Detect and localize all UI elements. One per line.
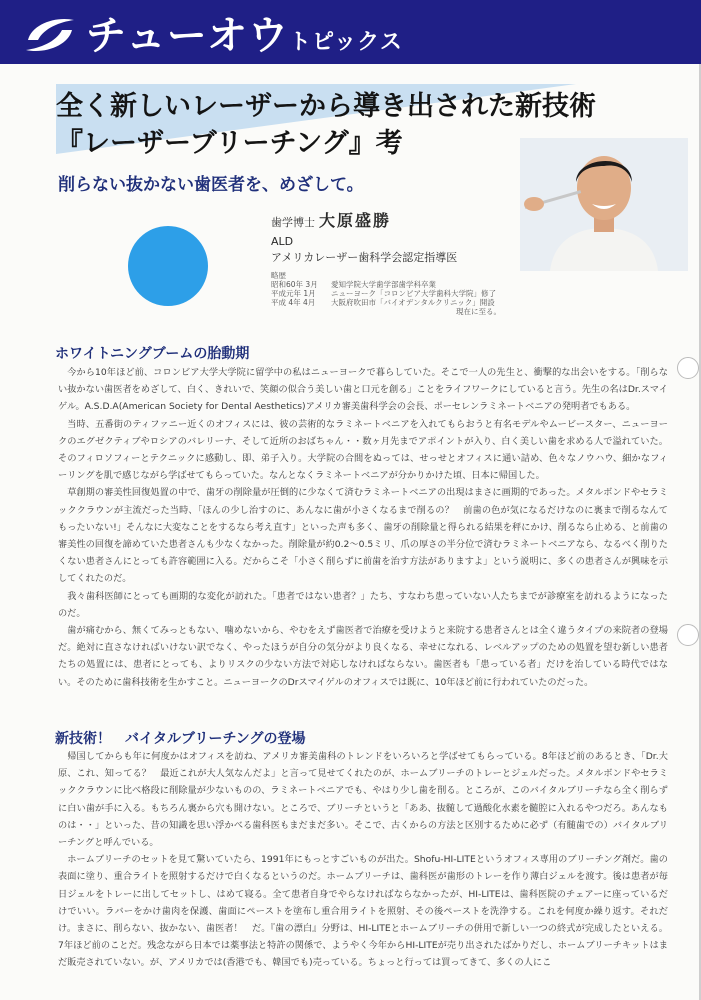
- paragraph: 今から10年ほど前、コロンビア大学大学院に留学中の私はニューヨークで暮らしていた。そこで一人の先生と、衝撃的な出会いをする。「削らない抜かない歯医者をめざして、白く、きれいで、笑顔の似合う美しい歯と口元を創る」ことをライフワークにしていると言う。先生の名はDr.スマイゲル。A.S.D.A(American Society for Dental Aesthetics)アメリカ審美歯科学会の会長、ポーセレンラミネートベニアの発明者でもある。: [58, 367, 668, 413]
- headline-line2: 『レーザーブリーチング』考: [56, 128, 403, 159]
- author-photo: [520, 138, 688, 271]
- author-affiliations: [271, 234, 457, 266]
- brand-sub: トピックス: [289, 30, 403, 55]
- portrait-image: [520, 138, 688, 271]
- decorative-circle: [128, 226, 208, 306]
- affiliation-line: ALD: [271, 235, 294, 248]
- binder-hole: [677, 624, 699, 646]
- headline: [56, 88, 596, 162]
- affiliation-line: アメリカレーザー歯科学会認定指導医: [271, 251, 458, 264]
- author-history: [271, 271, 501, 316]
- paragraph: 草創期の審美性回復処置の中で、歯牙の削除量が圧倒的に少なくて済むラミネートベニアの出現はまさに画期的であった。メタルボンドやセラミッククラウンが主流だった当時、「ほんの少し治すのに、あんなに歯が小さくなるまで削るの？ 前歯の色が気になるだけなのに裏まで削るなんてもったいない!」そんなに大変なことをするなら考え直す」といった声も多く、歯牙の削除量と得られる結果を秤にかけ、削るなら止める、と前歯の審美性の回復を諦めていた患者さんも少なくなかった。削除量が約0.2～0.5ミリ、爪の厚さの半分位で済むラミネートベニアなら、なるべく削りたくない患者さんにとっても許容範囲に入る。だからこそ「小さく削らずに前歯を治す方法がありますよ」という説明に、多くの患者さんが興味を示してくれたのだ。: [58, 487, 668, 585]
- brand-title: [86, 4, 403, 61]
- paragraph: ホームブリーチのセットを見て驚いていたら、1991年にもっとすごいものが出た。Shofu-HI-LITEというオフィス専用のブリーチング剤だ。歯の表面に塗り、重合ライトを照射するだけで白くなるというのだ。ホームブリーチは、歯科医が歯形のトレーを作り薄白ジェルを渡す。後は患者が毎日ジェルをトレーに出してセットし、はめて寝る。全て患者自身でやらなければならなかったが、HI-LITEは、歯科医院のチェアーに座っているだけでいい。ラバーをかけ歯肉を保護、歯面にペーストを塗布し重合用ライトを照射、その後ペーストを洗浄する。これを何度か繰り返す。それだけ。まさに、削らない、抜かない、歯医者！ だ。『歯の漂白』分野は、HI-LITEとホームブリーチの併用で新しい一つの終式が完成したといえる。7年ほど前のことだ。残念ながら日本では薬事法と特許の関係で、ようやく今年からHI-LITEが売り出されたばかりだし、ホームブリーチキットはまだ販売されていない。が、アメリカでは(香港でも、韓国でも)売っている。ちょっと行っては買ってきて、多くの人にこ: [58, 854, 668, 969]
- binder-hole: [677, 357, 699, 379]
- author-byline: [271, 208, 391, 231]
- brand-main: チューオウ: [86, 13, 289, 59]
- author-name: 大原盛勝: [319, 211, 392, 230]
- paragraph: 当時、五番街のティファニー近くのオフィスには、彼の芸術的なラミネートベニアを入れてもらおうと有名モデルやムービースター、ニューヨークのエグゼクティブやロシアのバレリーナ、そして近所のおばちゃん・・数ヶ月先までアポイントが入り、白く美しい歯を求める人で溢れていた。そのフィロソフィーとテクニックに感動し、即、弟子入り。大学院の合間をぬっては、せっせとオフィスに通い詰め、色々なノウハウ、細かなフィーリングを肌で感じながら学ばせてもらっていた。なんとなくラミネートベニアが分かりかけた頃、日本に帰国した。: [58, 418, 668, 482]
- brand-swoosh-icon: [22, 10, 78, 58]
- author-title: 歯学博士: [271, 216, 315, 229]
- section1-body: [58, 364, 668, 691]
- paragraph: 帰国してからも年に何度かはオフィスを訪ね、アメリカ審美歯科のトレンドをいろいろと学ばせてもらっている。8年ほど前のあるとき、「Dr.大原、これ、知ってる？ 最近これが大人気なんだよ」と言って見せてくれたのが、ホームブリーチのトレーとジェルだった。メタルボンドやセラミッククラウンに比べ格段に削除量が少ないものの、ラミネートベニアでも、やはり少し歯を削る。ところが、このバイタルブリーチなら全く削らずに白い歯が手に入る。もちろん裏から穴も開けない。ところで、ブリーチというと「ああ、抜髄して過酸化水素を髄腔に入れるやつだろ。あんなものは・・」といった、昔の知識を思い浮かべる歯科医もまだまだ多い。そこで、古くからの方法と区別するために必ず（有髄歯での）バイタルブリーチングと呼んでいる。: [58, 751, 668, 849]
- history-row: 平成元年 1月 ニューヨーク「コロンビア大学歯科大学院」修了: [271, 289, 496, 298]
- section1-title: ホワイトニングブームの胎動期: [55, 346, 250, 362]
- history-label: 略歴: [271, 271, 286, 280]
- paragraph: 歯が痛むから、無くてみっともない、噛めないから、やむをえず歯医者で治療を受けようと来院する患者さんとは全く違うタイプの来院者の登場だ。絶対に直さなければいけない訳でなく、やったほうが自分の気分がより良くなる、幸せになれる、レベルアップのための処置を望む新しい患者たちの処置には、患者にとっても、よりリスクの少ない方法で対応しなければならない。歯医者も「患っている者」だけを治している時代ではない。そのために歯科技術を生かすこと。ニューヨークのDrスマイゲルのオフィスでは既に、10年ほど前に行われていたのだった。: [58, 625, 668, 688]
- section2-body: [58, 748, 668, 972]
- section2-title: 新技術！ バイタルブリーチングの登場: [55, 731, 306, 747]
- paragraph: 我々歯科医師にとっても画期的な変化が訪れた。「患者ではない患者？」たち、すなわち患っていない人たちまでが診療室を訪れるようになったのだ。: [58, 590, 668, 619]
- subheadline: 削らない抜かない歯医者を、めざして。: [58, 175, 364, 195]
- history-row: 昭和60年 3月 愛知学院大学歯学部歯学科卒業: [271, 280, 436, 289]
- header-bar: [0, 0, 701, 64]
- history-row: 平成 4年 4月 大阪府吹田市「バイオデンタルクリニック」開設: [271, 298, 495, 307]
- headline-line1: 全く新しいレーザーから導き出された新技術: [56, 91, 596, 122]
- history-last: 現在に至る。: [456, 307, 501, 316]
